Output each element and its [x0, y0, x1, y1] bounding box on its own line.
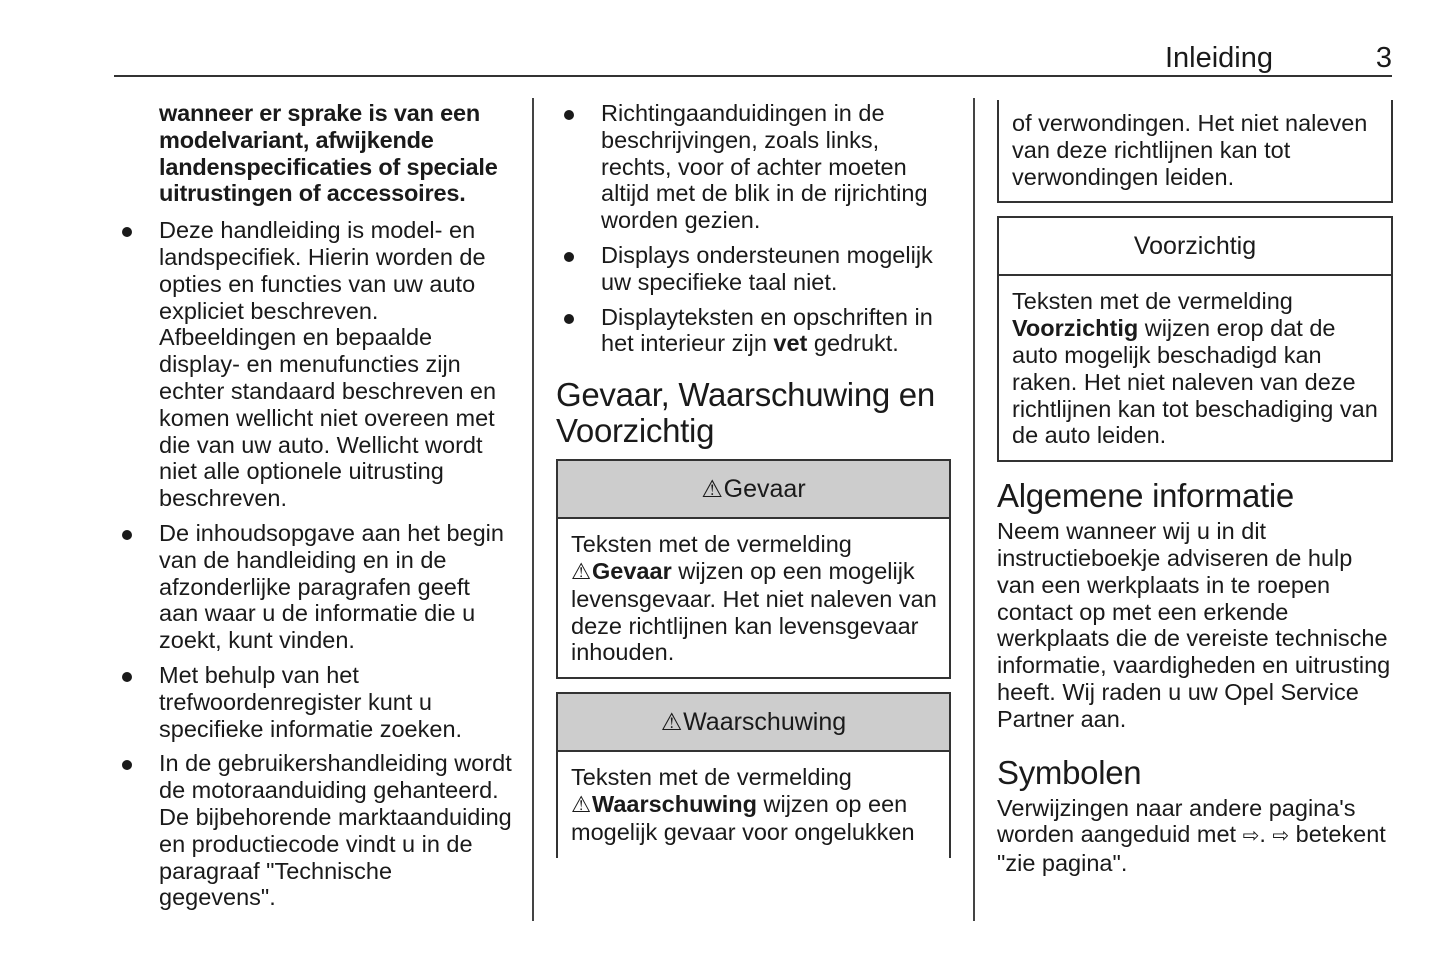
- caution-box: [997, 216, 1393, 462]
- column-2: [556, 100, 951, 858]
- section-heading-warnings: Gevaar, Waarschuwing en Voorzichtig: [556, 376, 935, 450]
- bullet-icon: [122, 227, 132, 237]
- warning-box-header: [558, 694, 949, 752]
- warning-triangle-icon: ⚠: [571, 558, 592, 584]
- running-header-title: Inleiding: [1164, 42, 1273, 74]
- bullet-icon: [564, 314, 574, 324]
- warning-triangle-icon: ⚠: [571, 791, 592, 817]
- bullet-icon: [122, 760, 132, 770]
- page-number: 3: [1375, 42, 1392, 74]
- box-keyword: Waarschuwing: [592, 790, 757, 817]
- general-info-text: Neem wanneer wij u in dit instructieboekje adviseren de hulp van een werkplaats in te roepen contact op met een erkende werkplaats die de vereiste technische informatie, vaardigheden en uitrusting heeft. Wij raden u uw Opel Service Partner aan.: [997, 518, 1391, 732]
- box-text: wijzen erop dat de auto mogelijk beschadigd kan raken. Het niet naleven van deze richtlijnen kan tot beschadiging van de auto leiden.: [1012, 315, 1378, 449]
- warning-triangle-icon: ⚠: [701, 476, 723, 504]
- box-intro: Teksten met de vermelding: [571, 764, 852, 791]
- list-item: [114, 662, 514, 742]
- list-item: [114, 520, 514, 654]
- danger-box: [556, 459, 951, 679]
- list-item: [114, 750, 514, 911]
- symbols-text-after: betekent "zie pagina".: [997, 821, 1386, 877]
- danger-box-header: [558, 461, 949, 519]
- caution-box-body: [999, 276, 1391, 460]
- box-intro: Teksten met de vermelding: [571, 531, 852, 558]
- list-item-text: De inhoudsopgave aan het begin van de handleiding en in de afzonderlijke paragrafen geeft aan waar u de informatie die u zoekt, kunt vinden.: [159, 519, 504, 654]
- list-item-text: Richtingaanduidingen in de beschrijvingen, zoals links, rechts, voor of achter moeten altijd met de blik in de rijrichting worden gezien.: [601, 100, 928, 234]
- section-heading-symbols: Symbolen: [997, 753, 1142, 791]
- danger-box-title: Gevaar: [723, 475, 806, 504]
- column-3: [997, 100, 1393, 877]
- page-reference-arrow-icon: ⇨: [1242, 825, 1260, 848]
- continuation-text: wanneer er sprake is van een modelvariant, afwijkende landenspecificaties of speciale uitrustingen of accessoires.: [159, 100, 498, 207]
- warning-box-continued-body: of verwondingen. Het niet naleven van deze richtlijnen kan tot verwondingen leiden.: [1012, 110, 1368, 190]
- column-1: [114, 100, 514, 911]
- column-divider-2: [973, 98, 975, 921]
- warning-box-title: Waarschuwing: [683, 708, 847, 737]
- bullet-list: [114, 217, 514, 911]
- danger-box-body: [558, 519, 949, 677]
- symbols-text: [997, 795, 1393, 877]
- warning-box: [556, 692, 951, 857]
- section-heading-general-info: Algemene informatie: [997, 477, 1294, 515]
- list-item-text: gedrukt.: [807, 330, 899, 357]
- bullet-icon: [122, 530, 132, 540]
- bullet-icon: [122, 672, 132, 682]
- list-item-text: Met behulp van het trefwoordenregister kunt u specifieke informatie zoeken.: [159, 661, 463, 742]
- bullet-list: [556, 100, 951, 357]
- list-item: [556, 242, 951, 296]
- list-item: [556, 304, 951, 358]
- box-keyword: Voorzichtig: [1012, 315, 1139, 342]
- box-intro: Teksten met de vermelding: [1012, 288, 1293, 315]
- box-text: wijzen op een mogelijk gevaar voor ongelukken: [571, 790, 915, 845]
- bold-term: vet: [773, 330, 808, 357]
- list-item: [556, 100, 951, 234]
- box-keyword: Gevaar: [592, 557, 672, 584]
- header-rule: [114, 75, 1392, 77]
- list-item: [114, 217, 514, 512]
- warning-triangle-icon: ⚠: [660, 709, 683, 737]
- list-item-text: Displays ondersteunen mogelijk uw specifieke taal niet.: [601, 241, 933, 295]
- bullet-icon: [564, 110, 574, 120]
- list-item-text: Deze handleiding is model- en landspecifiek. Hierin worden de opties en functies van uw auto expliciet beschreven. Afbeeldingen en bepaalde display- en menufuncties zijn echter standaard beschreven en komen wellicht niet overeen met die van uw auto. Wellicht wordt niet alle optionele uitrusting beschreven.: [159, 217, 497, 512]
- symbols-text-before: Verwijzingen naar andere pagina's worden aangeduid met: [997, 794, 1356, 848]
- column-divider-1: [532, 98, 534, 921]
- list-item-text: Displayteksten en opschriften in het interieur zijn: [601, 303, 933, 357]
- page-reference-arrow-icon: ⇨: [1272, 825, 1290, 848]
- list-item-text: In de gebruikershandleiding wordt de motoraanduiding gehanteerd. De bijbehorende marktaanduiding en productiecode vindt u in de paragraaf "Technische gegevens".: [159, 750, 512, 911]
- box-text: wijzen op een mogelijk levensgevaar. Het niet naleven van deze richtlijnen kan levensgevaar inhouden.: [571, 557, 937, 666]
- warning-box-continued: [997, 100, 1393, 203]
- caution-box-header: Voorzichtig: [999, 218, 1391, 276]
- symbols-text-middle: .: [1259, 821, 1273, 848]
- bullet-icon: [564, 252, 574, 262]
- warning-box-body: [558, 752, 949, 857]
